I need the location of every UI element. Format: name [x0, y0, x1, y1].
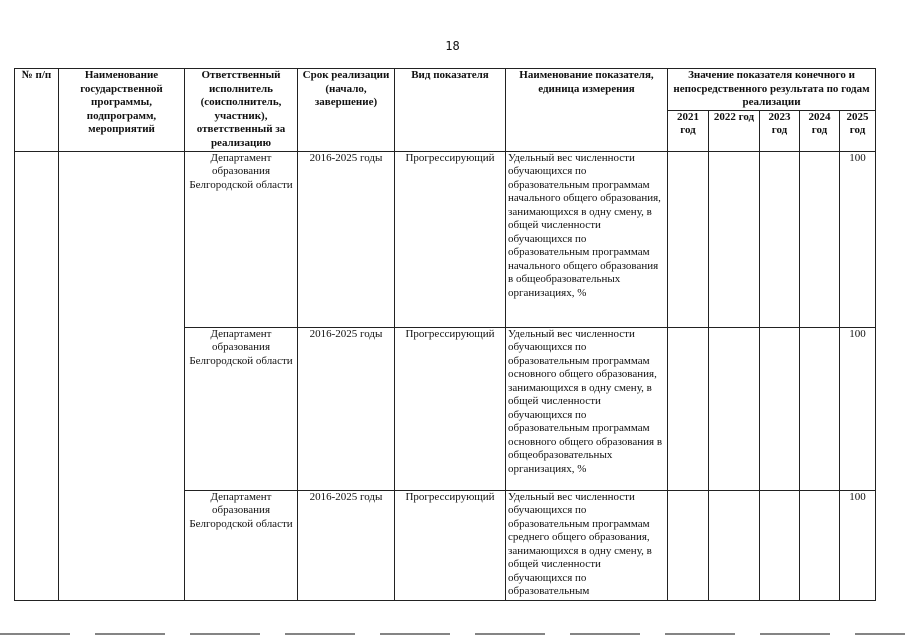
- executor-cell: Департамент образования Белгородской области: [185, 490, 298, 600]
- header-indicator-type: Вид показателя: [395, 69, 506, 152]
- value-2025-cell: 100: [840, 151, 876, 327]
- page-bottom-edge: [0, 633, 905, 635]
- header-year-2024: 2024 год: [800, 110, 840, 151]
- value-2025-cell: 100: [840, 327, 876, 490]
- value-2023-cell: [760, 490, 800, 600]
- executor-cell: Департамент образования Белгородской области: [185, 327, 298, 490]
- executor-cell: Департамент образования Белгородской области: [185, 151, 298, 327]
- indicator-table: [14, 68, 876, 601]
- value-2022-cell: [709, 490, 760, 600]
- period-cell: 2016-2025 годы: [298, 490, 395, 600]
- table-row: [15, 151, 876, 327]
- header-program: Наименование государственной программы, подпрограмм, мероприятий: [59, 69, 185, 152]
- indicator-type-cell: Прогрессирующий: [395, 151, 506, 327]
- value-2024-cell: [800, 327, 840, 490]
- value-2024-cell: [800, 490, 840, 600]
- num-cell: [15, 151, 59, 600]
- program-cell: [59, 151, 185, 600]
- value-2023-cell: [760, 327, 800, 490]
- value-2022-cell: [709, 151, 760, 327]
- indicator-name-cell: Удельный вес численности обучающихся по образовательным программам основного общего образования, занимающихся в одну смену, в общей численности обучающихся по образовательным программам основного общего образования в общеобразовательных организациях, %: [506, 327, 668, 490]
- value-2021-cell: [668, 490, 709, 600]
- period-cell: 2016-2025 годы: [298, 151, 395, 327]
- value-2025-cell: 100: [840, 490, 876, 600]
- value-2024-cell: [800, 151, 840, 327]
- table-header-row: [15, 69, 876, 111]
- value-2023-cell: [760, 151, 800, 327]
- header-year-2021: 2021 год: [668, 110, 709, 151]
- period-cell: 2016-2025 годы: [298, 327, 395, 490]
- page-number: 18: [445, 39, 460, 53]
- header-year-2023: 2023 год: [760, 110, 800, 151]
- header-year-2022: 2022 год: [709, 110, 760, 151]
- header-num: № п/п: [15, 69, 59, 152]
- indicator-type-cell: Прогрессирующий: [395, 490, 506, 600]
- header-values-group: Значение показателя конечного и непосредственного результата по годам реализации: [668, 69, 876, 111]
- value-2021-cell: [668, 151, 709, 327]
- header-executor: Ответственный исполнитель (соисполнитель, участник), ответственный за реализацию: [185, 69, 298, 152]
- header-indicator-name: Наименование показателя, единица измерения: [506, 69, 668, 152]
- header-period: Срок реализации (начало, завершение): [298, 69, 395, 152]
- indicator-name-cell: Удельный вес численности обучающихся по образовательным программам среднего общего образования, занимающихся в одну смену, в общей численности обучающихся по образовательным: [506, 490, 668, 600]
- header-year-2025: 2025 год: [840, 110, 876, 151]
- indicator-name-cell: Удельный вес численности обучающихся по образовательным программам начального общего образования, занимающихся в одну смену, в общей численности обучающихся по образовательным программам начального общего образования в общеобразовательных организациях, %: [506, 151, 668, 327]
- value-2022-cell: [709, 327, 760, 490]
- indicator-type-cell: Прогрессирующий: [395, 327, 506, 490]
- value-2021-cell: [668, 327, 709, 490]
